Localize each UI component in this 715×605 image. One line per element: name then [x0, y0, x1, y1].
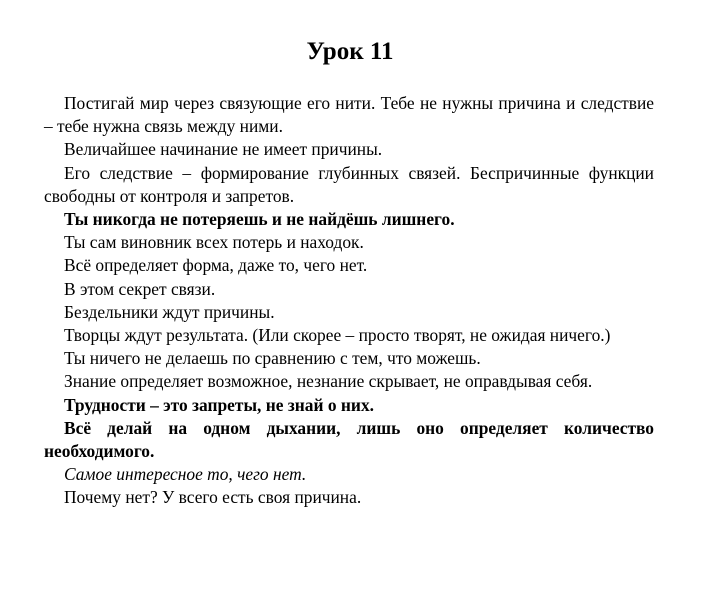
paragraph: Постигай мир через связующие его нити. Тебе не нужны причина и следствие – тебе нужна связь между ними.: [44, 93, 654, 137]
paragraph: Бездельники ждут причины.: [64, 301, 275, 322]
paragraph: В этом секрет связи.: [64, 278, 216, 299]
paragraph-italic: Самое интересное то, чего нет.: [64, 464, 307, 485]
paragraph: Ты ничего не делаешь по сравнению с тем, что можешь.: [64, 348, 481, 369]
lesson-body: [44, 92, 654, 510]
paragraph: Величайшее начинание не имеет причины.: [64, 139, 383, 160]
paragraph-bold: Ты никогда не потеряешь и не найдёшь лишнего.: [64, 209, 455, 230]
lesson-title: Урок 11: [306, 38, 394, 65]
paragraph: Его следствие – формирование глубинных связей. Беспричинные функции свободны от контроля и запретов.: [44, 162, 654, 206]
paragraph: Всё определяет форма, даже то, чего нет.: [64, 255, 368, 276]
paragraph: Знание определяет возможное, незнание скрывает, не оправдывая себя.: [64, 371, 593, 392]
paragraph: Ты сам виновник всех потерь и находок.: [64, 232, 364, 253]
paragraph: Творцы ждут результата. (Или скорее – просто творят, не ожидая ничего.): [64, 325, 611, 346]
paragraph-bold: Всё делай на одном дыхании, лишь оно определяет количество необходимого.: [44, 417, 654, 462]
paragraph: Почему нет? У всего есть своя причина.: [64, 487, 362, 508]
paragraph-bold: Трудности – это запреты, не знай о них.: [64, 394, 374, 415]
